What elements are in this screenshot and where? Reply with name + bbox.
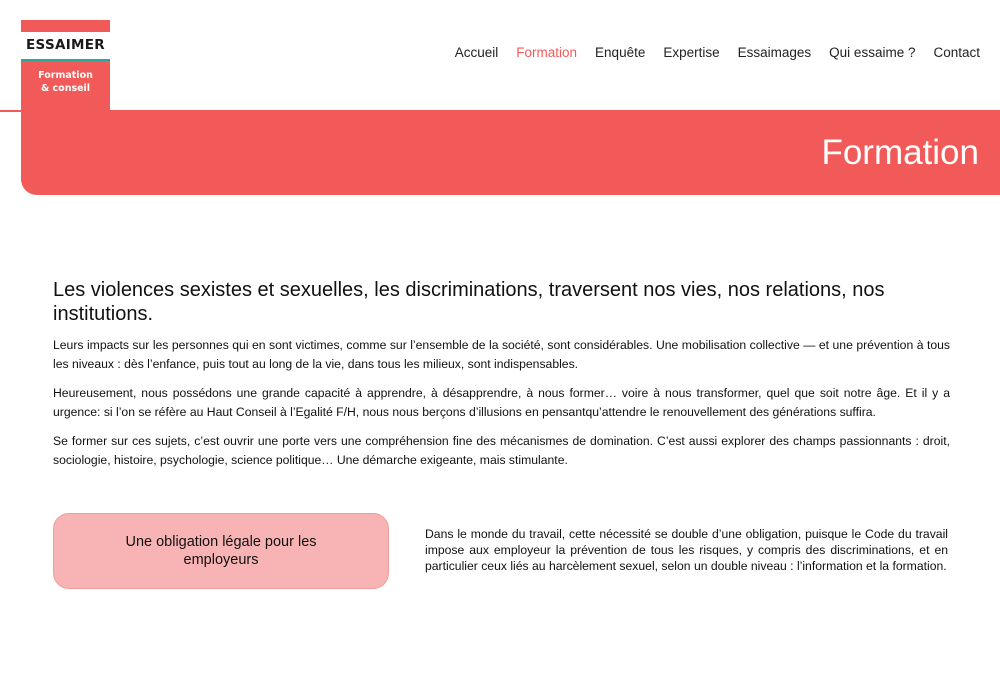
nav-item-qui-essaime[interactable]: Qui essaime ? [829,45,916,60]
lead-heading: Les violences sexistes et sexuelles, les discriminations, traversent nos vies, nos relations, nos institutions. [53,279,885,325]
callout-text: Une obligation légale pour les employeurs [125,534,317,568]
paragraph-domination: Se former sur ces sujets, c’est ouvrir une porte vers une compréhension fine des mécanismes de domination. C’est aussi explorer des champs passionnants : droit, sociologie, histoire, psychologie, science politique… Une démarche exigeante, mais stimulante. [53,434,950,467]
logo-name: ESSAIMER [21,32,110,59]
logo-tagline [21,61,110,110]
legal-obligation-callout [53,513,389,589]
paragraph-impacts: Leurs impacts sur les personnes qui en sont victimes, comme sur l’ensemble de la société, sont considérables. Une mobilisation collective — et une prévention à tous les niveaux : dès l’enfance, puis tout au long de la vie, dans tous les milieux, sont indispensables. [53,338,950,371]
nav-item-contact[interactable]: Contact [933,45,980,60]
nav-item-expertise[interactable]: Expertise [663,45,720,60]
header-accent-line [0,110,22,112]
nav-item-essaimages[interactable]: Essaimages [737,45,812,60]
workplace-obligation-text: Dans le monde du travail, cette nécessité se double d’une obligation, puisque le Code du travail impose aux employeur la prévention de tous les risques, y compris des discriminations, et en particulier ceux liés au harcèlement sexuel, selon un double niveau : l’information et la formation. [425,527,948,573]
nav-item-accueil[interactable]: Accueil [454,45,499,60]
page-title: Formation [821,133,979,172]
site-logo[interactable] [21,20,110,110]
logo-tagline-line2: & conseil [40,83,91,94]
logo-top-bar [21,20,110,32]
nav-item-formation[interactable]: Formation [516,45,578,60]
main-nav [437,44,980,62]
logo-tagline-line1: Formation [38,70,93,81]
nav-item-enquete[interactable]: Enquête [595,45,646,60]
paragraph-learning: Heureusement, nous possédons une grande capacité à apprendre, à désapprendre, à nous former… voire à nous transformer, quel que soit notre âge. Et il y a urgence: si l’on se réfère au Haut Conseil à l’Egalité F/H, nous nous berçons d’illusions en pensantqu’attendre le renouvellement des générations suffira. [53,386,950,419]
